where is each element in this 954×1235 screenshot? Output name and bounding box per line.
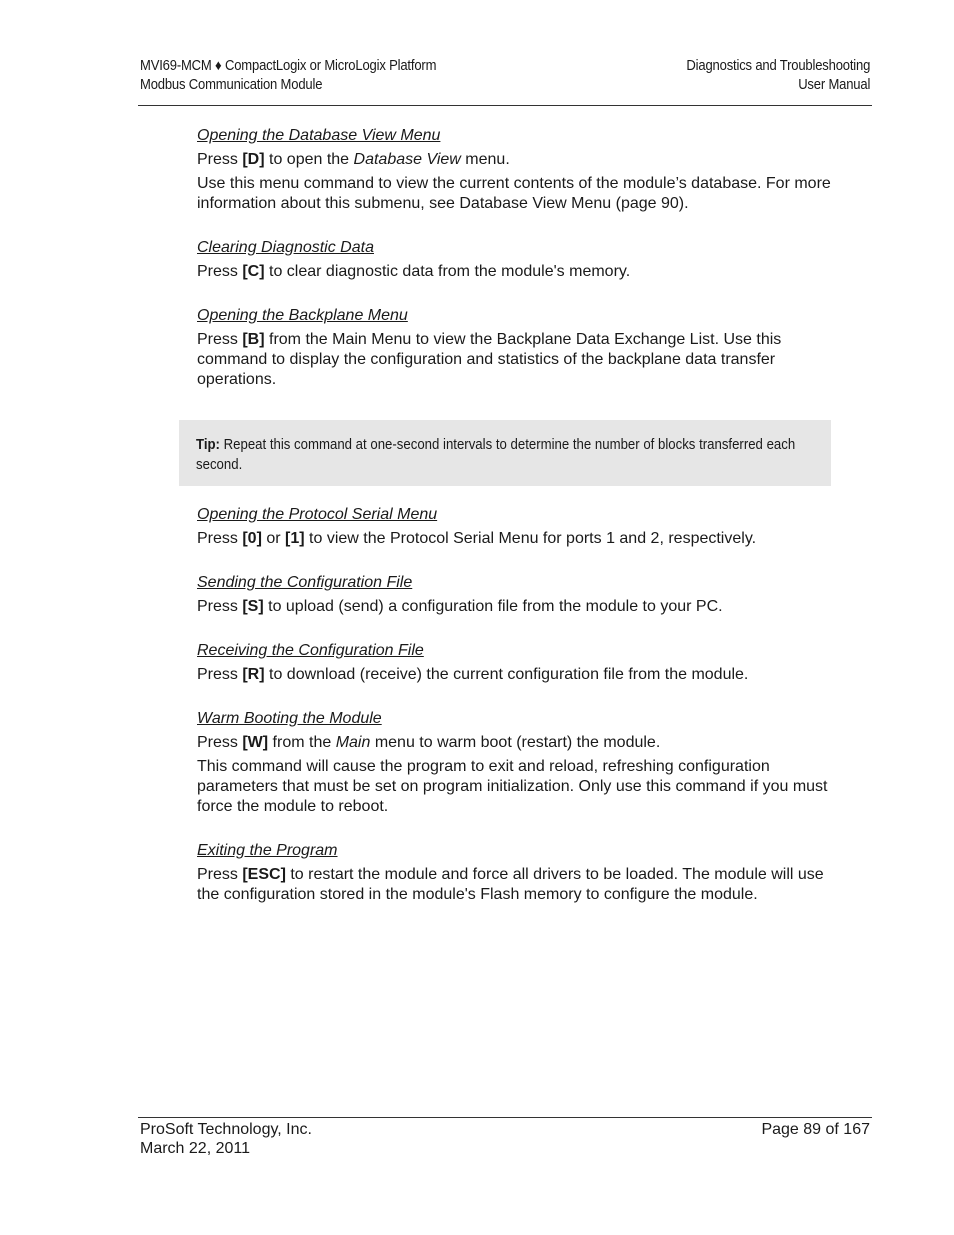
page-content [197,126,837,394]
page-number: Page 89 of 167 [761,1121,870,1138]
paragraph-database-view-press: Press [D] to open the Database View menu. [197,151,510,168]
paragraph-exit-program: Press [ESC] to restart the module and force all drivers to be loaded. The module will use the configuration stored in the module's Flash memory to configure the module. [197,866,824,903]
page-header-right [686,57,870,95]
page-footer-left [140,1120,312,1158]
paragraph-send-config: Press [S] to upload (send) a configuration file from the module to your PC. [197,598,723,615]
section-title-database-view: Opening the Database View Menu [197,127,441,144]
section-title-send-config: Sending the Configuration File [197,574,413,591]
paragraph-clear-diagnostic: Press [C] to clear diagnostic data from the module's memory. [197,263,631,280]
paragraph-protocol-serial: Press [0] or [1] to view the Protocol Serial Menu for ports 1 and 2, respectively. [197,530,757,547]
paragraph-database-view-info: Use this menu command to view the current contents of the module’s database. For more information about this submenu, see Database View Menu (page 90). [197,175,831,212]
tip-box [179,420,831,486]
paragraph-receive-config: Press [R] to download (receive) the current configuration file from the module. [197,666,749,683]
section-title-clear-diagnostic: Clearing Diagnostic Data [197,239,374,256]
footer-date: March 22, 2011 [140,1140,250,1157]
tip-label: Tip: [196,436,220,453]
header-divider [138,105,872,106]
section-title-receive-config: Receiving the Configuration File [197,642,424,659]
header-product: MVI69-MCM ♦ CompactLogix or MicroLogix Platform [140,58,437,74]
section-title-warm-boot: Warm Booting the Module [197,710,382,727]
tip-text: Tip: Repeat this command at one-second intervals to determine the number of blocks transferred each second. [196,436,796,473]
footer-divider [138,1117,872,1118]
page-header-left [140,57,436,95]
section-title-protocol-serial: Opening the Protocol Serial Menu [197,506,438,523]
header-module: Modbus Communication Module [140,77,323,93]
header-chapter: Diagnostics and Troubleshooting [686,58,870,74]
header-doc-type: User Manual [798,77,870,93]
footer-company: ProSoft Technology, Inc. [140,1121,312,1138]
paragraph-warm-boot-press: Press [W] from the Main menu to warm boot (restart) the module. [197,734,661,751]
page-content-lower [197,505,837,909]
paragraph-backplane: Press [B] from the Main Menu to view the Backplane Data Exchange List. Use this command to display the configuration and statistics of the backplane data transfer operations. [197,331,782,388]
section-title-exit-program: Exiting the Program [197,842,338,859]
section-title-backplane: Opening the Backplane Menu [197,307,408,324]
paragraph-warm-boot-info: This command will cause the program to exit and reload, refreshing configuration parameters that must be set on program initialization. Only use this command if you must force the module to reboot. [197,758,828,815]
